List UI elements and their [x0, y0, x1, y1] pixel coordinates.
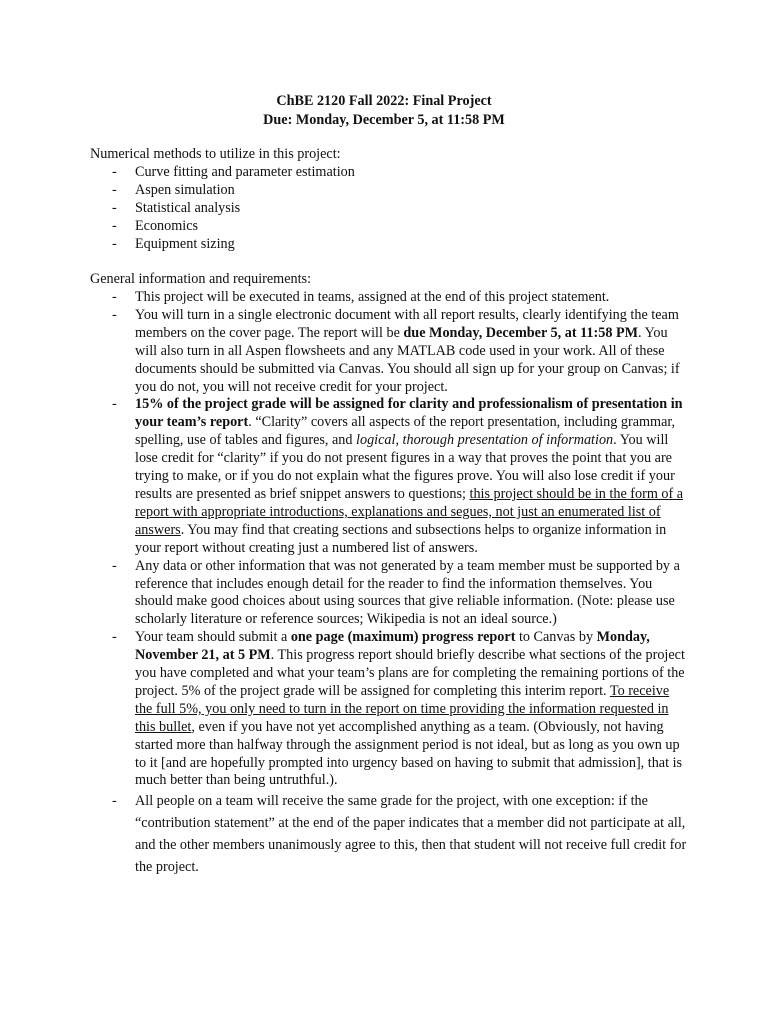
- list-item: [90, 164, 690, 182]
- list-item-text: All people on a team will receive the same grade for the project, with one exception: if the “contribution statement” at the end of the paper indicates that a member did not participate at all, and the other members unanimously agree to this, then that student will not receive full credit for the project.: [135, 793, 687, 876]
- list-item-progress-report: [90, 629, 690, 790]
- list-item-text: Aspen simulation: [135, 181, 235, 198]
- list-item-references: [90, 558, 690, 630]
- dash-bullet: -: [112, 217, 117, 234]
- list-item-text: Curve fitting and parameter estimation: [135, 164, 355, 180]
- list-item-text: This project will be executed in teams, assigned at the end of this project statement.: [135, 289, 610, 305]
- underlined-text: this project should be in the form of a report with appropriate introductions, explanations and segues, not just an enumerated list of answers: [135, 485, 684, 538]
- list-item-clarity: [90, 396, 690, 557]
- item-text: . You may find that creating sections and subsections helps to organize information in your report without creating just a numbered list of answers.: [135, 521, 667, 556]
- document-title: ChBE 2120 Fall 2022: Final Project: [276, 93, 492, 109]
- progress-report-emphasis: one page (maximum) progress report: [290, 629, 516, 646]
- list-item-text: Statistical analysis: [135, 199, 241, 216]
- italic-text: logical, thorough presentation of information: [356, 432, 614, 449]
- list-item-grading: [90, 790, 690, 878]
- dash-bullet: -: [112, 793, 117, 810]
- list-item-submission: [90, 307, 690, 397]
- dash-bullet: -: [112, 306, 117, 323]
- due-date-heading: Due: Monday, December 5, at 11:58 PM: [263, 112, 505, 128]
- list-item-text: Economics: [135, 217, 199, 234]
- dash-bullet: -: [112, 289, 117, 305]
- list-item: [90, 182, 690, 200]
- list-item-text: Any data or other information that was not generated by a team member must be supported by a reference that includes enough detail for the reader to find the information themselves. You should make good choices about using sources that give reliable information. (Note: please use scholarly literature or reference sources; Wikipedia is not an ideal source.): [135, 557, 680, 628]
- list-item-teams: [90, 289, 690, 307]
- underlined-text: To receive the full 5%, you only need to turn in the report on time providing the information requested in this bullet: [135, 682, 670, 735]
- item-text: to Canvas by: [515, 629, 597, 646]
- dash-bullet: -: [112, 235, 117, 252]
- dash-bullet: -: [112, 557, 117, 574]
- item-text: . “Clarity” covers all aspects of the report presentation, including grammar, spelling, use of tables and figures, and: [135, 414, 676, 449]
- requirements-list: [90, 289, 690, 878]
- list-item: [90, 236, 690, 254]
- item-text: . This progress report should briefly describe what sections of the project you have completed and what your team’s plans are for completing the remaining portions of the project. 5% of the project grade will be assigned for completing this interim report.: [135, 647, 685, 699]
- methods-list: [90, 164, 690, 254]
- dash-bullet: -: [112, 199, 117, 216]
- list-item: [90, 200, 690, 218]
- dash-bullet: -: [112, 396, 117, 413]
- list-item-text: Equipment sizing: [135, 235, 235, 252]
- dash-bullet: -: [112, 629, 117, 646]
- dash-bullet: -: [112, 164, 117, 180]
- item-text: You will turn in a single electronic document with all report results, clearly identifying the team members on the cover page. The report will be: [135, 306, 679, 341]
- clarity-emphasis: 15% of the project grade will be assigned for clarity and professionalism of presentation in your team’s report: [135, 396, 683, 431]
- item-text: . You will also turn in all Aspen flowsheets and any MATLAB code used in your work. All of these documents should be submitted via Canvas. You should all sign up for your group on Canvas; if you do not, you will not receive credit for your project.: [135, 324, 680, 395]
- item-text: Your team should submit a: [135, 629, 291, 646]
- item-text: , even if you have not yet accomplished anything as a team. (Obviously, not having started more than halfway through the assignment period is not ideal, but as long as you own up to it [and are hopefully prompted into urgency based on having to submit that admission], that is much better than being untruthful.).: [135, 718, 683, 789]
- item-text: . You will lose credit for “clarity” if you do not present figures in a way that proves the point that you are trying to make, or if you do not explain what the figures prove. You will also lose credit if your results are presented as brief snippet answers to questions;: [135, 432, 675, 502]
- requirements-heading: General information and requirements:: [90, 271, 312, 287]
- list-item: [90, 218, 690, 236]
- due-date-emphasis: due Monday, December 5, at 11:58 PM: [403, 324, 639, 341]
- methods-heading: Numerical methods to utilize in this project:: [90, 146, 341, 162]
- dash-bullet: -: [112, 181, 117, 198]
- progress-date-emphasis: Monday, November 21, at 5 PM: [135, 629, 650, 664]
